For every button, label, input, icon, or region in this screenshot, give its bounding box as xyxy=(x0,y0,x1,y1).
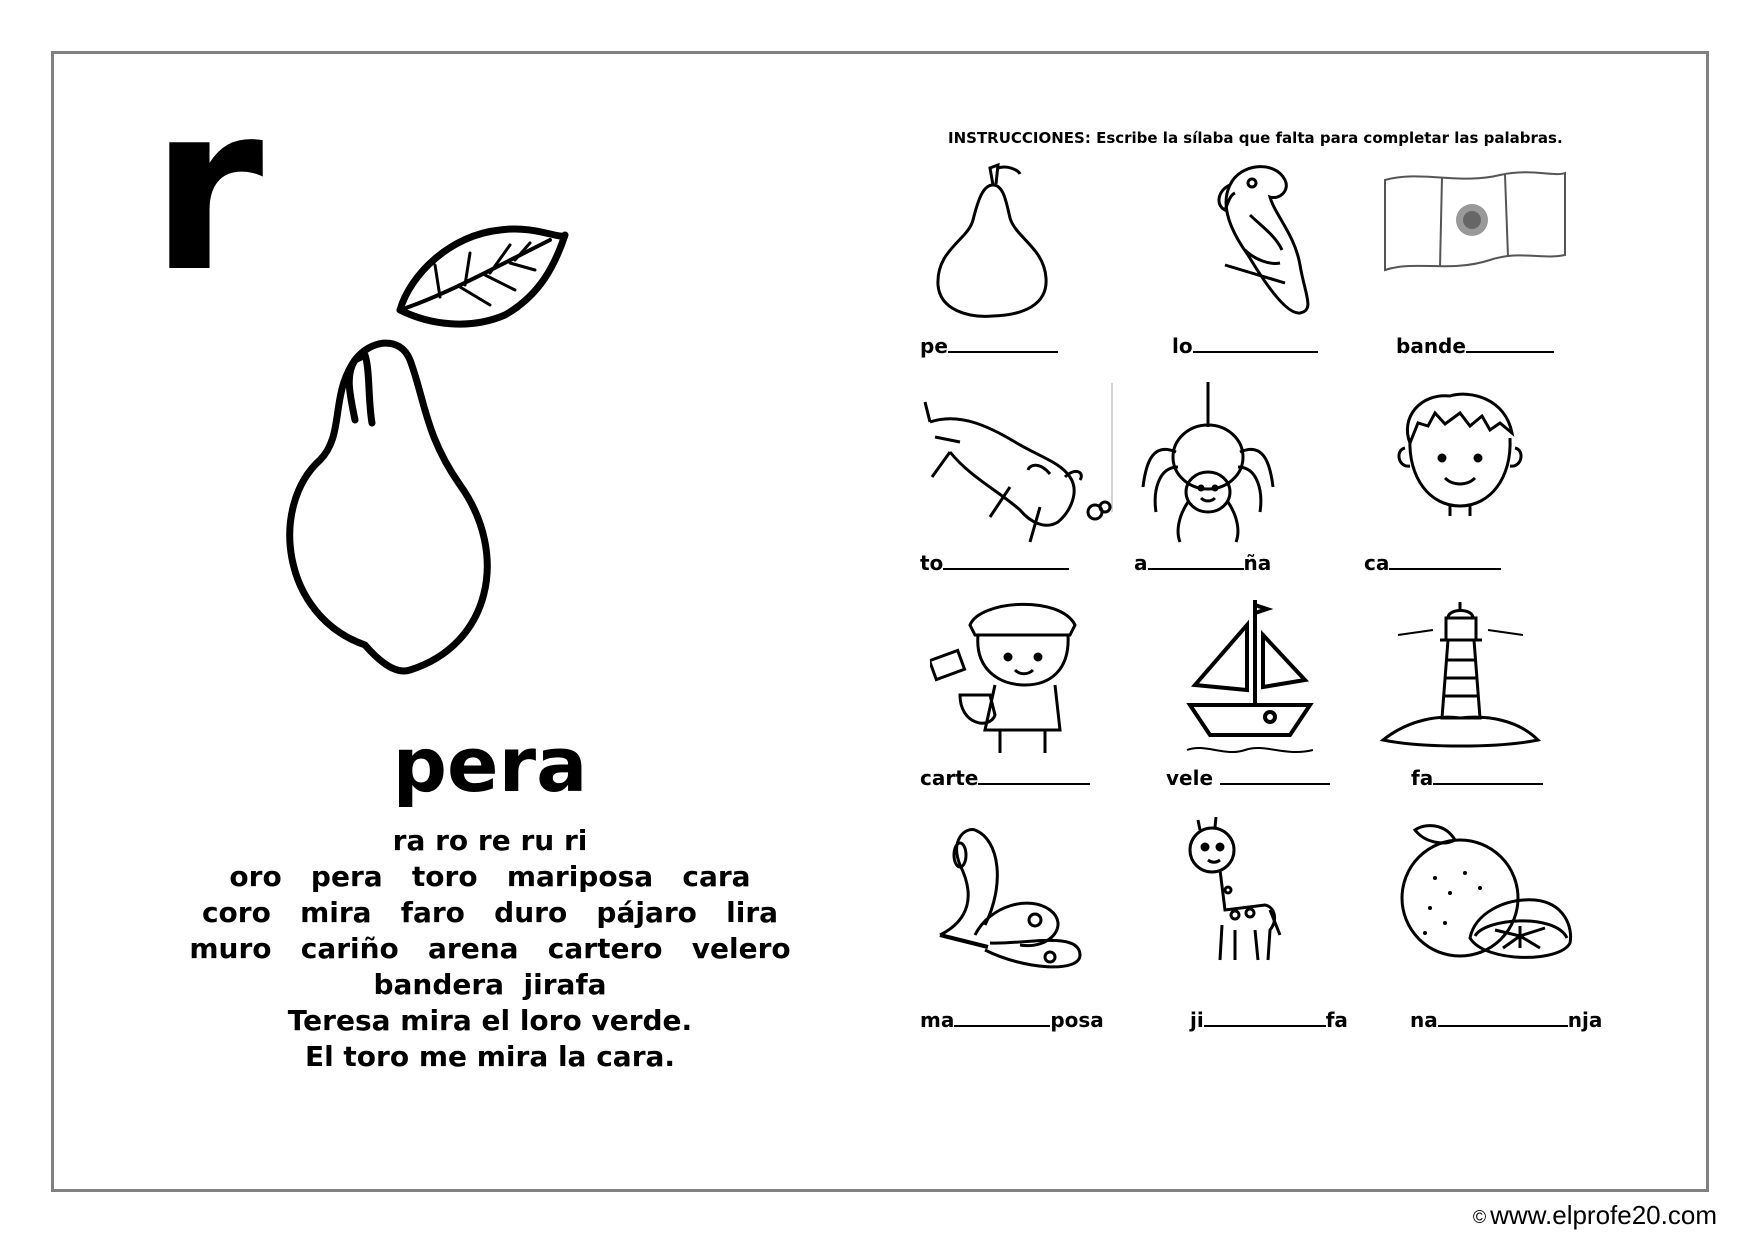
parrot-icon xyxy=(1190,155,1330,320)
lighthouse-icon xyxy=(1378,600,1543,750)
answer-blank[interactable] xyxy=(943,552,1069,570)
exercise-2 xyxy=(1172,334,1318,358)
exercise-7 xyxy=(920,766,1090,790)
instructions: INSTRUCCIONES: Escribe la sílaba que falta para completar las palabras. xyxy=(948,129,1563,147)
answer-blank[interactable] xyxy=(954,1009,1050,1027)
word-line-4: bandera jirafa xyxy=(373,968,607,1001)
bull-icon xyxy=(920,382,1115,552)
exercise-prefix: a xyxy=(1134,551,1148,575)
sentence-1: Teresa mira el loro verde. xyxy=(287,1004,693,1037)
answer-blank[interactable] xyxy=(1204,1009,1326,1027)
website-link[interactable]: www.elprofe20.com xyxy=(1490,1200,1717,1230)
exercise-10 xyxy=(920,1008,1104,1032)
syllables-line: ra ro re ru ri xyxy=(392,824,588,857)
exercise-prefix: vele xyxy=(1166,766,1220,790)
exercise-5 xyxy=(1134,551,1271,575)
answer-blank[interactable] xyxy=(1433,767,1543,785)
answer-blank[interactable] xyxy=(948,335,1058,353)
answer-blank[interactable] xyxy=(978,767,1090,785)
exercise-prefix: bande xyxy=(1396,334,1466,358)
practice-text xyxy=(170,823,810,1075)
exercise-4 xyxy=(920,551,1069,575)
exercise-12 xyxy=(1410,1008,1602,1032)
exercise-prefix: ca xyxy=(1364,551,1390,575)
exercise-prefix: fa xyxy=(1411,766,1434,790)
exercise-9 xyxy=(1411,766,1543,790)
exercise-suffix: ña xyxy=(1243,551,1272,575)
word-line-3: muro cariño arena cartero velero xyxy=(189,932,791,965)
exercise-prefix: na xyxy=(1410,1008,1438,1032)
orange-icon xyxy=(1395,818,1575,968)
copyright-icon: © xyxy=(1472,1206,1487,1227)
exercise-prefix: lo xyxy=(1172,334,1193,358)
spider-icon xyxy=(1138,382,1278,547)
word-line-2: coro mira faro duro pájaro lira xyxy=(201,896,779,929)
answer-blank[interactable] xyxy=(1220,767,1330,785)
exercise-prefix: carte xyxy=(920,766,979,790)
word-line-1: oro pera toro mariposa cara xyxy=(229,860,751,893)
butterfly-icon xyxy=(930,825,1085,975)
pear-illustration-icon xyxy=(260,215,660,685)
mail-carrier-icon xyxy=(930,595,1130,755)
main-word: pera xyxy=(392,720,588,809)
boy-face-icon xyxy=(1390,388,1530,518)
exercise-11 xyxy=(1190,1008,1348,1032)
copyright xyxy=(1473,1200,1717,1231)
flag-icon xyxy=(1380,165,1570,280)
answer-blank[interactable] xyxy=(1438,1009,1568,1027)
pear-icon xyxy=(928,160,1058,320)
giraffe-icon xyxy=(1180,815,1290,965)
exercise-suffix: posa xyxy=(1050,1008,1104,1032)
exercise-suffix: nja xyxy=(1567,1008,1603,1032)
featured-letter: r xyxy=(150,56,260,323)
answer-blank[interactable] xyxy=(1193,335,1318,353)
exercise-8 xyxy=(1166,766,1330,790)
sentence-2: El toro me mira la cara. xyxy=(304,1040,676,1073)
exercise-prefix: ma xyxy=(920,1008,955,1032)
answer-blank[interactable] xyxy=(1389,552,1501,570)
exercise-3 xyxy=(1396,334,1554,358)
exercise-prefix: to xyxy=(920,551,944,575)
sailboat-icon xyxy=(1185,595,1315,760)
exercise-prefix: pe xyxy=(920,334,948,358)
answer-blank[interactable] xyxy=(1466,335,1554,353)
exercise-6 xyxy=(1364,551,1501,575)
exercise-suffix: fa xyxy=(1325,1008,1348,1032)
answer-blank[interactable] xyxy=(1148,552,1244,570)
exercise-prefix: ji xyxy=(1190,1008,1204,1032)
exercise-1 xyxy=(920,334,1058,358)
